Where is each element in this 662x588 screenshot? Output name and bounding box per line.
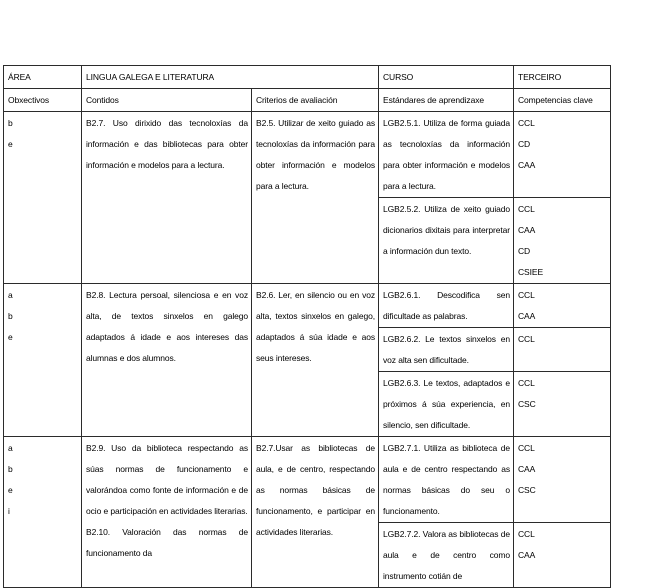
competencia-code: CAA	[518, 464, 536, 474]
col-header-estandares: Estándares de aprendizaxe	[379, 89, 514, 112]
table-row	[4, 112, 611, 198]
estandar-cell: LGB2.7.1. Utiliza as biblioteca de aula e de centro respectando as normas básicas do seu o funcionamento.	[379, 437, 514, 523]
contidos-cell	[82, 437, 252, 588]
col-header-obxectivos: Obxectivos	[4, 89, 82, 112]
contidos-paragraph: B2.7. Uso dirixido das tecnoloxías da información e das bibliotecas para obter información e modelos para a lectura.	[86, 118, 248, 170]
competencia-code: CAA	[518, 225, 536, 235]
competencias-cell	[514, 284, 611, 328]
competencia-code: CSIEE	[518, 267, 544, 277]
contidos-paragraph: B2.10. Valoración das normas de funcionamento da	[86, 527, 248, 558]
competencia-code: CD	[518, 246, 531, 256]
competencias-cell	[514, 523, 611, 588]
competencia-code: CCL	[518, 378, 535, 388]
estandar-cell: LGB2.7.2. Valora as bibliotecas de aula e de centro como instrumento cotián de	[379, 523, 514, 588]
estandar-cell: LGB2.5.1. Utiliza de forma guiada as tecnoloxías da información para obter información e modelos para a lectura.	[379, 112, 514, 198]
table-row	[4, 284, 611, 328]
competencia-code: CSC	[518, 485, 536, 495]
competencia-code: CCL	[518, 443, 535, 453]
obxectivo-letter: b	[8, 118, 13, 128]
curso-label-cell: CURSO	[379, 66, 514, 89]
criterios-cell: B2.6. Ler, en silencio ou en voz alta, textos sinxelos en galego, adaptados á súa idade e aos seus intereses.	[252, 284, 379, 437]
contidos-paragraph: B2.8. Lectura persoal, silenciosa e en voz alta, de textos sinxelos en galego adaptados á idade e aos intereses das alumnas e dos alumnos.	[86, 290, 248, 363]
estandar-cell: LGB2.5.2. Utiliza de xeito guiado dicionarios dixitais para interpretar a información dun texto.	[379, 198, 514, 284]
col-header-competencias: Competencias clave	[514, 89, 611, 112]
competencia-code: CD	[518, 139, 531, 149]
table-header-row-1	[4, 66, 611, 89]
table-header-row-2	[4, 89, 611, 112]
competencia-code: CCL	[518, 204, 535, 214]
obxectivo-letter: b	[8, 464, 13, 474]
obxectivo-letter: b	[8, 311, 13, 321]
criterios-cell: B2.7.Usar as bibliotecas de aula, e de centro, respectando as normas básicas de funcionamento, e participar en actividades literarias.	[252, 437, 379, 588]
obxectivo-letter: e	[8, 332, 13, 342]
obxectivo-letter: i	[8, 506, 10, 516]
competencias-cell	[514, 437, 611, 523]
competencias-cell	[514, 328, 611, 372]
col-header-criterios: Criterios de avaliación	[252, 89, 379, 112]
obxectivo-letter: e	[8, 139, 13, 149]
curriculum-table	[3, 65, 611, 588]
competencia-code: CAA	[518, 550, 536, 560]
competencia-code: CAA	[518, 311, 536, 321]
curso-value-cell: TERCEIRO	[514, 66, 611, 89]
contidos-cell	[82, 112, 252, 284]
contidos-cell	[82, 284, 252, 437]
competencia-code: CCL	[518, 118, 535, 128]
competencia-code: CCL	[518, 529, 535, 539]
obxectivo-letter: a	[8, 290, 13, 300]
subject-title-cell: LINGUA GALEGA E LITERATURA	[82, 66, 379, 89]
competencia-code: CCL	[518, 334, 535, 344]
estandar-cell: LGB2.6.3. Le textos, adaptados e próximos á súa experiencia, en silencio, sen dificultade.	[379, 372, 514, 437]
area-label-cell: ÁREA	[4, 66, 82, 89]
criterios-cell: B2.5. Utilizar de xeito guiado as tecnoloxías da información para obter información e modelos para a lectura.	[252, 112, 379, 284]
contidos-paragraph: B2.9. Uso da biblioteca respectando as súas normas de funcionamento e valorándoa como fonte de información e de ocio e participación en actividades literarias.	[86, 443, 248, 516]
table-row	[4, 437, 611, 523]
obxectivos-cell	[4, 437, 82, 588]
competencias-cell	[514, 372, 611, 437]
competencia-code: CCL	[518, 290, 535, 300]
competencia-code: CAA	[518, 160, 536, 170]
competencias-cell	[514, 112, 611, 198]
competencias-cell	[514, 198, 611, 284]
obxectivo-letter: a	[8, 443, 13, 453]
obxectivos-cell	[4, 112, 82, 284]
estandar-cell: LGB2.6.1. Descodifica sen dificultade as palabras.	[379, 284, 514, 328]
estandar-cell: LGB2.6.2. Le textos sinxelos en voz alta sen dificultade.	[379, 328, 514, 372]
competencia-code: CSC	[518, 399, 536, 409]
obxectivos-cell	[4, 284, 82, 437]
col-header-contidos: Contidos	[82, 89, 252, 112]
obxectivo-letter: e	[8, 485, 13, 495]
